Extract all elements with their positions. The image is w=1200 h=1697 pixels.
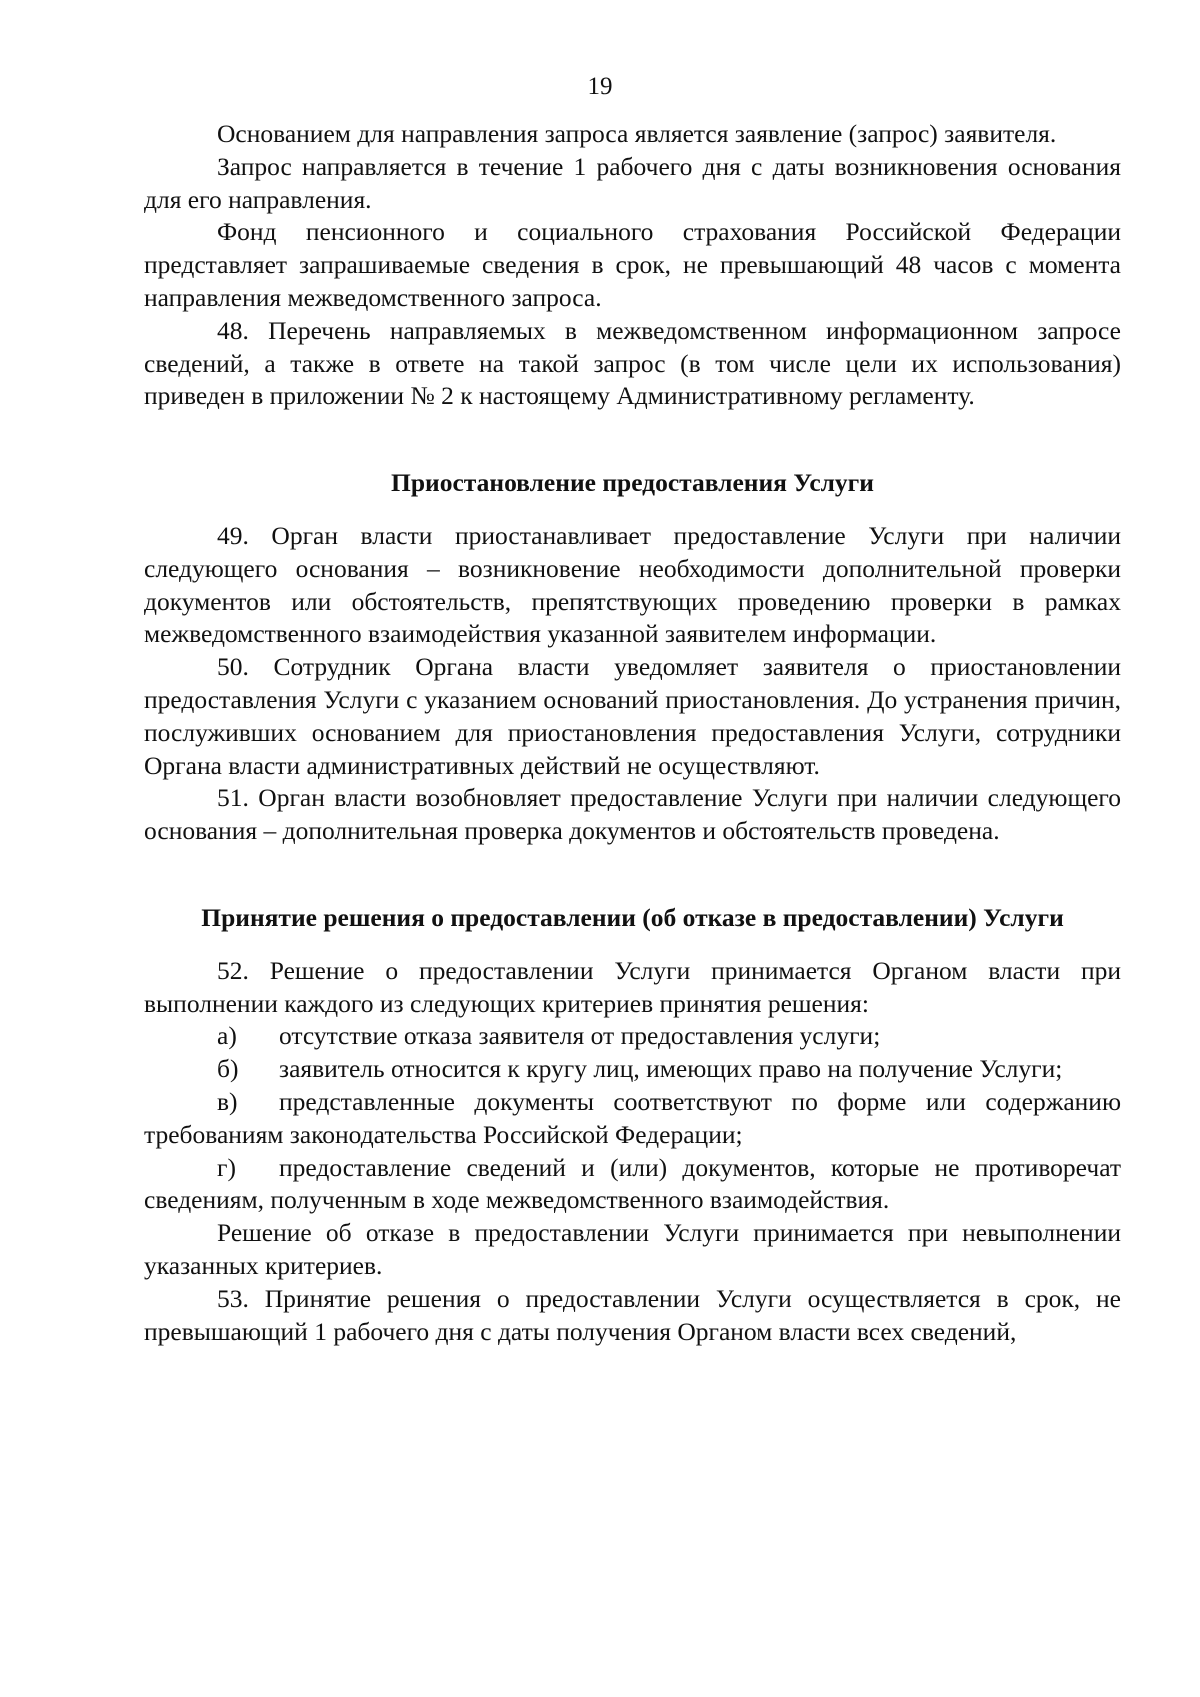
paragraph-pension-fund: Фонд пенсионного и социального страхования Российской Федерации представляет запрашиваемые сведения в срок, не превышающий 48 часов с момента направления межведомственного запроса. <box>144 217 1121 312</box>
paragraph-49: 49. Орган власти приостанавливает предоставление Услуги при наличии следующего основания – возникновение необходимости дополнительной проверки документов или обстоятельств, препятствующих проведению проверки в рамках межведомственного взаимодействия указанной заявителем информации. <box>144 520 1121 649</box>
document-body <box>144 118 1121 1348</box>
criterion-marker: а) <box>217 1021 237 1051</box>
criterion-marker: б) <box>217 1054 239 1084</box>
criterion-a <box>144 1020 1121 1053</box>
paragraph-50: 50. Сотрудник Органа власти уведомляет заявителя о приостановлении предоставления Услуги с указанием оснований приостановления. До устранения причин, послуживших основанием для приостановления предоставления Услуги, сотрудники Органа власти административных действий не осуществляют. <box>144 652 1121 780</box>
criterion-marker: г) <box>217 1152 236 1182</box>
criterion-text: заявитель относится к кругу лиц, имеющих право на получение Услуги; <box>279 1054 1063 1084</box>
paragraph-53: 53. Принятие решения о предоставлении Услуги осуществляется в срок, не превышающий 1 рабочего дня с даты получения Органом власти всех сведений, <box>144 1283 1121 1346</box>
criterion-marker: в) <box>217 1086 238 1116</box>
paragraph-52: 52. Решение о предоставлении Услуги принимается Органом власти при выполнении каждого из следующих критериев принятия решения: <box>144 955 1121 1018</box>
paragraph-48: 48. Перечень направляемых в межведомственном информационном запросе сведений, а также в ответе на такой запрос (в том числе цели их использования) приведен в приложении № 2 к настоящему Административному регламенту. <box>144 315 1121 411</box>
criterion-text: представленные документы соответствуют по форме или содержанию требованиям законодательства Российской Федерации; <box>144 1086 1121 1149</box>
paragraph-51: 51. Орган власти возобновляет предоставление Услуги при наличии следующего основания – дополнительная проверка документов и обстоятельств проведена. <box>144 783 1121 846</box>
paragraph-refusal: Решение об отказе в предоставлении Услуги принимается при невыполнении указанных критериев. <box>144 1218 1121 1280</box>
criterion-text: отсутствие отказа заявителя от предоставления услуги; <box>279 1021 881 1051</box>
criterion-b <box>144 1053 1121 1086</box>
paragraph-request-basis: Основанием для направления запроса является заявление (запрос) заявителя. <box>217 119 1057 148</box>
criterion-v <box>144 1086 1121 1152</box>
page-number: 19 <box>587 73 613 100</box>
heading-suspension: Приостановление предоставления Услуги <box>391 468 874 498</box>
paragraph-request-timing: Запрос направляется в течение 1 рабочего дня с даты возникновения основания для его направления. <box>144 151 1121 214</box>
criterion-text: предоставление сведений и (или) документов, которые не противоречат сведениям, полученным в ходе межведомственного взаимодействия. <box>144 1152 1121 1215</box>
criterion-g <box>144 1152 1121 1218</box>
heading-decision: Принятие решения о предоставлении (об отказе в предоставлении) Услуги <box>201 902 1064 932</box>
